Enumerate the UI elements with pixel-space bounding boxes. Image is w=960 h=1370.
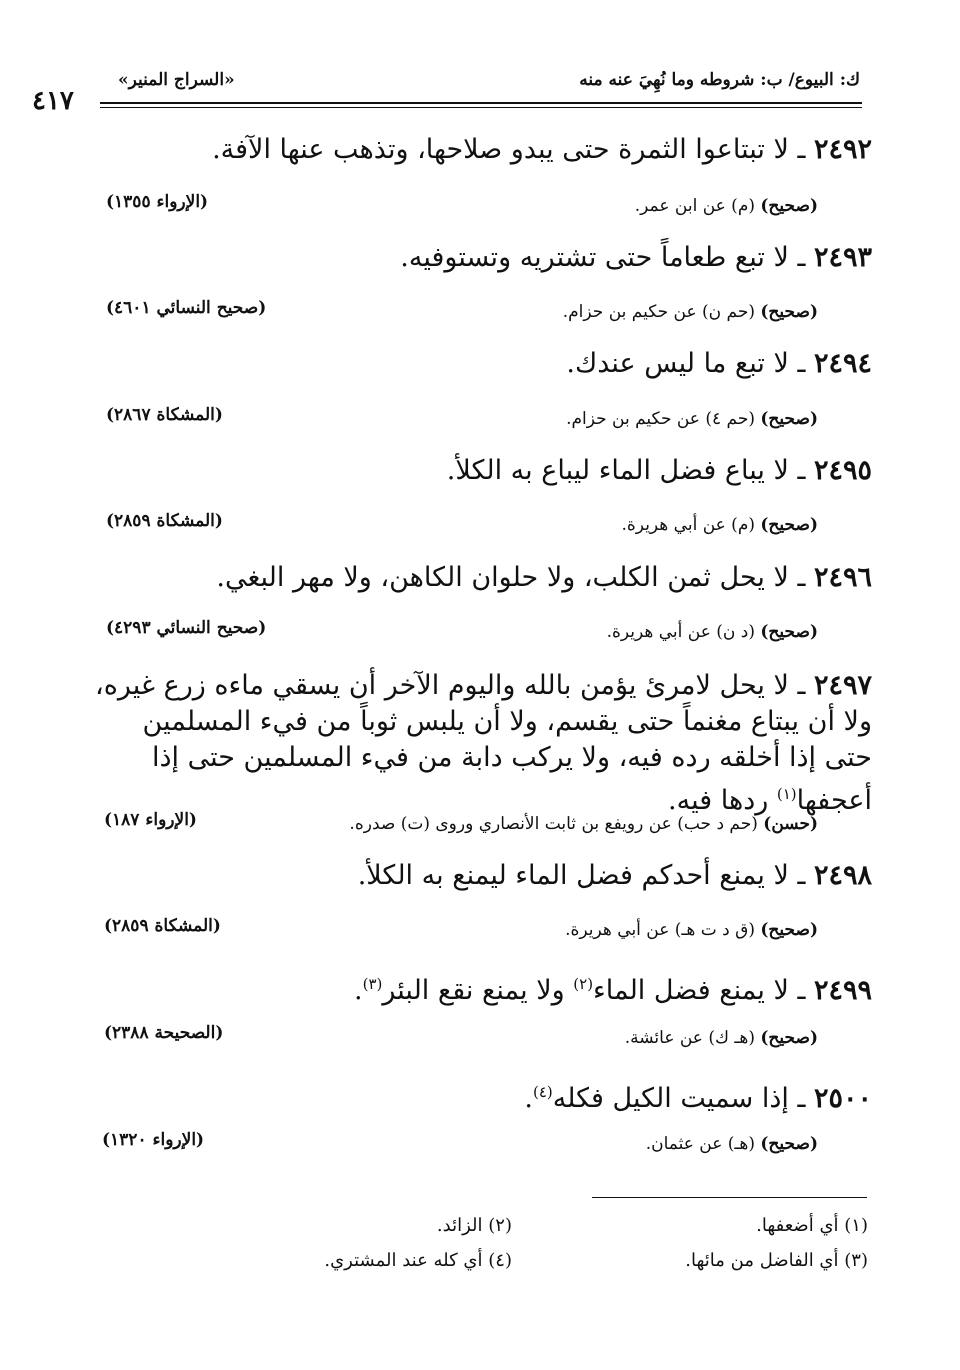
hadith-source — [563, 302, 818, 322]
hadith-narrator: (حم ن) عن حكيم بن حزام. — [562, 302, 755, 322]
hadith-number: ٢٤٩٣ — [813, 242, 872, 273]
hadith-dash: ـ — [797, 975, 806, 1006]
hadith-narrator: (ق د ت هـ) عن أبي هريرة. — [565, 920, 755, 940]
hadith-text: لا تبتاعوا الثمرة حتى يبدو صلاحها، وتذهب عنها الآفة. — [212, 134, 789, 165]
hadith-reference: (الإرواء ١٣٢٠) — [102, 1130, 205, 1150]
footnote-text: أي كله عند المشتري. — [324, 1250, 483, 1271]
hadith-reference: (الإرواء ١٨٧) — [104, 810, 197, 830]
footnote-marker: (١) — [776, 785, 797, 803]
footnote-text: الزائد. — [436, 1215, 483, 1236]
hadith-number: ٢٤٩٥ — [813, 455, 872, 486]
footnote-mark: (٤) — [488, 1250, 512, 1271]
hadith-reference: (المشكاة ٢٨٥٩) — [106, 511, 223, 531]
hadith-grade: (صحيح) — [760, 515, 818, 535]
hadith-narrator: (م) عن ابن عمر. — [634, 196, 755, 216]
hadith-narrator: (هـ ك) عن عائشة. — [624, 1028, 755, 1048]
hadith-text: لا يمنع أحدكم فضل الماء ليمنع به الكلأ. — [357, 860, 789, 891]
hadith-source — [566, 409, 818, 429]
footnote-mark: (٢) — [488, 1215, 512, 1236]
footnote-text: أي أضعفها. — [756, 1215, 839, 1236]
hadith-reference: (المشكاة ٢٨٦٧) — [106, 405, 223, 425]
hadith-dash: ـ — [797, 670, 806, 701]
hadith-grade: (صحيح) — [760, 920, 818, 940]
hadith-source — [565, 920, 818, 940]
hadith-number: ٢٤٩٤ — [813, 348, 872, 379]
hadith-2494 — [92, 346, 872, 382]
hadith-text: لا تبع ما ليس عندك. — [566, 348, 789, 379]
header-rule-thin — [100, 107, 862, 108]
hadith-2496 — [92, 560, 872, 596]
hadith-narrator: (م) عن أبي هريرة. — [621, 515, 755, 535]
hadith-dash: ـ — [797, 134, 806, 165]
hadith-dash: ـ — [797, 455, 806, 486]
hadith-text: لا يحل لامرئ يؤمن بالله واليوم الآخر أن يسقي ماءه زرع غيره، ولا أن يبتاع مغنماً حتى يقسم، ولا أن يلبس ثوباً من فيء المسلمين حتى إذا أخلقه رده فيه، ولا يركب دابة من فيء المسلمين حتى إذا أعجفها — [95, 670, 872, 816]
hadith-number: ٢٤٩٢ — [813, 134, 872, 165]
hadith-grade: (حسن) — [763, 814, 818, 834]
hadith-2497 — [92, 668, 872, 819]
hadith-grade: (صحيح) — [760, 409, 818, 429]
hadith-number: ٢٤٩٧ — [813, 670, 872, 701]
chapter-heading: ك: البيوع/ ب: شروطه وما نُهِيَ عنه منه — [579, 70, 860, 90]
hadith-source — [622, 515, 819, 535]
footnote-3 — [685, 1250, 868, 1271]
hadith-narrator: (حم د حب) عن رويفع بن ثابت الأنصاري وروى (ت) صدره. — [349, 814, 758, 834]
footnote-4 — [324, 1250, 512, 1271]
hadith-reference: (صحيح النسائي ٤٢٩٣) — [106, 618, 267, 638]
hadith-reference: (المشكاة ٢٨٥٩) — [104, 916, 221, 936]
hadith-reference: (صحيح النسائي ٤٦٠١) — [106, 298, 267, 318]
footnote-marker: (٣) — [362, 975, 383, 993]
hadith-grade: (صحيح) — [760, 1028, 818, 1048]
hadith-source — [646, 1134, 818, 1154]
page-number: ٤١٧ — [32, 86, 74, 116]
header-rule — [100, 102, 862, 104]
hadith-reference: (الصحيحة ٢٣٨٨) — [104, 1023, 224, 1043]
hadith-2492 — [92, 132, 872, 168]
hadith-2500 — [92, 1074, 872, 1117]
footnote-rule — [592, 1197, 867, 1198]
hadith-dash: ـ — [797, 562, 806, 593]
footnote-marker: (٤) — [532, 1083, 553, 1101]
footnote-2 — [437, 1215, 512, 1236]
hadith-number: ٢٤٩٦ — [813, 562, 872, 593]
footnote-1 — [756, 1215, 868, 1236]
hadith-text-continued: ردها فيه. — [668, 785, 777, 816]
hadith-text: إذا سميت الكيل فكله — [552, 1083, 789, 1114]
hadith-grade: (صحيح) — [760, 622, 818, 642]
hadith-2498 — [92, 858, 872, 894]
hadith-number: ٢٤٩٩ — [813, 975, 872, 1006]
hadith-dash: ـ — [797, 242, 806, 273]
hadith-dash: ـ — [797, 1083, 806, 1114]
hadith-source — [349, 814, 818, 834]
hadith-2495 — [92, 453, 872, 489]
hadith-text: لا يحل ثمن الكلب، ولا حلوان الكاهن، ولا مهر البغي. — [216, 562, 789, 593]
book-title: «السراج المنير» — [118, 70, 235, 90]
hadith-text: لا يباع فضل الماء ليباع به الكلأ. — [446, 455, 789, 486]
footnote-mark: (٣) — [844, 1250, 868, 1271]
hadith-source — [607, 622, 818, 642]
hadith-number: ٢٤٩٨ — [813, 860, 872, 891]
hadith-grade: (صحيح) — [760, 196, 818, 216]
footnote-mark: (١) — [844, 1215, 868, 1236]
hadith-dash: ـ — [797, 860, 806, 891]
hadith-narrator: (حم ٤) عن حكيم بن حزام. — [566, 409, 755, 429]
hadith-narrator: (هـ) عن عثمان. — [645, 1134, 755, 1154]
hadith-source — [635, 196, 818, 216]
hadith-text-continued: ولا يمنع نقع البئر — [382, 975, 574, 1006]
hadith-text-end: . — [524, 1083, 533, 1114]
hadith-grade: (صحيح) — [760, 1134, 818, 1154]
hadith-text: لا تبع طعاماً حتى تشتريه وتستوفيه. — [400, 242, 789, 273]
hadith-number: ٢٥٠٠ — [813, 1083, 872, 1114]
hadith-narrator: (د ن) عن أبي هريرة. — [606, 622, 755, 642]
hadith-reference: (الإرواء ١٣٥٥) — [106, 192, 209, 212]
footnote-text: أي الفاضل من مائها. — [685, 1250, 839, 1271]
hadith-text: لا يمنع فضل الماء — [593, 975, 789, 1006]
hadith-grade: (صحيح) — [760, 302, 818, 322]
hadith-2493 — [92, 240, 872, 276]
hadith-2499 — [92, 966, 872, 1009]
hadith-text-end: . — [354, 975, 363, 1006]
footnote-marker: (٢) — [573, 975, 594, 993]
hadith-source — [625, 1028, 818, 1048]
hadith-dash: ـ — [797, 348, 806, 379]
